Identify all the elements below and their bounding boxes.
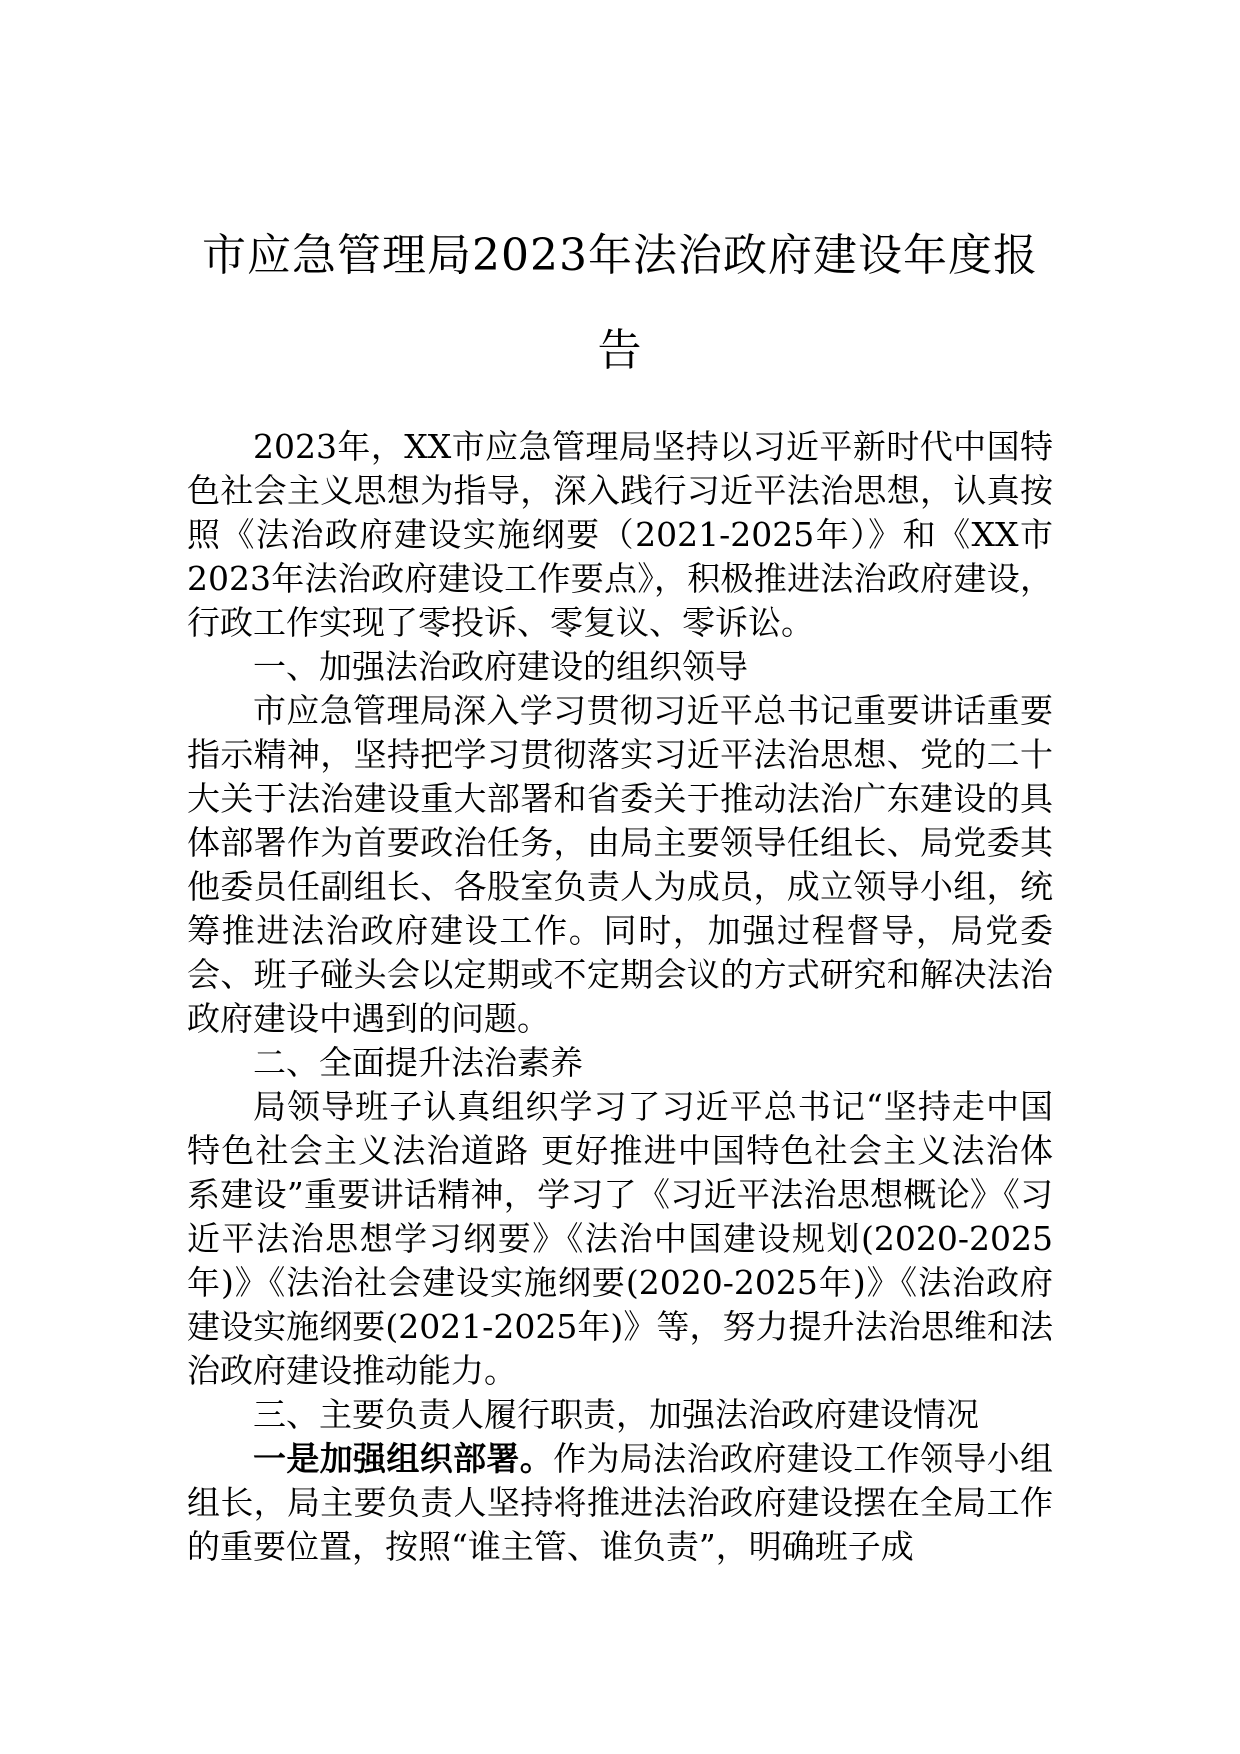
section-3-paragraph <box>187 1437 1053 1569</box>
section-3-heading: 三、主要负责人履行职责，加强法治政府建设情况 <box>253 1395 979 1434</box>
section-1-heading: 一、加强法治政府建设的组织领导 <box>253 647 748 686</box>
section-3-text: 作为局法治政府建设工作领导小组组长，局主要负责人坚持将推进法治政府建设摆在全局工作的重要位置，按照“谁主管、谁负责”，明确班子成 <box>187 1439 1054 1566</box>
intro-paragraph: 2023年，XX市应急管理局坚持以习近平新时代中国特色社会主义思想为指导，深入践行习近平法治思想，认真按照《法治政府建设实施纲要（2021-2025年）》和《XX市2023年法治政府建设工作要点》，积极推进法治政府建设，行政工作实现了零投诉、零复议、零诉讼。 <box>187 427 1053 642</box>
section-3-lead: 一是加强组织部署。 <box>253 1439 554 1478</box>
section-2-heading: 二、全面提升法治素养 <box>253 1043 583 1082</box>
section-2-paragraph: 局领导班子认真组织学习了习近平总书记“坚持走中国特色社会主义法治道路 更好推进中国特色社会主义法治体系建设”重要讲话精神，学习了《习近平法治思想概论》《习近平法治思想学习纲要》《法治中国建设规划(2020-2025年)》《法治社会建设实施纲要(2020-2025年)》《法治政府建设实施纲要(2021-2025年)》等，努力提升法治思维和法治政府建设推动能力。 <box>187 1087 1053 1390</box>
document-title: 市应急管理局2023年法治政府建设年度报告 <box>202 230 1038 376</box>
section-1-paragraph: 市应急管理局深入学习贯彻习近平总书记重要讲话重要指示精神，坚持把学习贯彻落实习近平法治思想、党的二十大关于法治建设重大部署和省委关于推动法治广东建设的具体部署作为首要政治任务，由局主要领导任组长、局党委其他委员任副组长、各股室负责人为成员，成立领导小组，统筹推进法治政府建设工作。同时，加强过程督导，局党委会、班子碰头会以定期或不定期会议的方式研究和解决法治政府建设中遇到的问题。 <box>187 691 1053 1038</box>
document-body <box>187 425 1053 1569</box>
